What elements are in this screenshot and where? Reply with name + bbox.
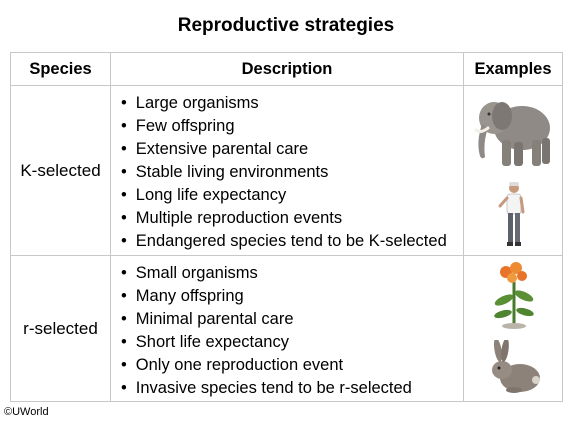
description-cell bbox=[111, 86, 464, 256]
description-list bbox=[111, 256, 463, 400]
header-examples: Examples bbox=[464, 53, 563, 86]
human-icon bbox=[494, 182, 534, 248]
table-row-r-selected bbox=[11, 256, 563, 402]
table-row-k-selected bbox=[11, 86, 563, 256]
list-item: • Only one reproduction event bbox=[121, 354, 463, 377]
copyright-notice: ©UWorld bbox=[4, 406, 49, 418]
list-item: • Invasive species tend to be r-selected bbox=[121, 377, 463, 400]
header-species: Species bbox=[11, 53, 111, 86]
page-title: Reproductive strategies bbox=[177, 15, 395, 36]
list-item: • Extensive parental care bbox=[121, 138, 463, 161]
list-item: • Large organisms bbox=[121, 92, 463, 115]
list-item: • Endangered species tend to be K-selected bbox=[121, 230, 463, 253]
list-item: • Short life expectancy bbox=[121, 331, 463, 354]
examples-cell bbox=[464, 256, 563, 402]
table-header-row bbox=[11, 53, 563, 86]
list-item: • Long life expectancy bbox=[121, 184, 463, 207]
list-item: • Many offspring bbox=[121, 285, 463, 308]
description-list bbox=[111, 86, 463, 253]
list-item: • Multiple reproduction events bbox=[121, 207, 463, 230]
list-item: • Stable living environments bbox=[121, 161, 463, 184]
rabbit-icon bbox=[484, 340, 544, 396]
species-cell: K-selected bbox=[11, 86, 111, 256]
species-cell: r-selected bbox=[11, 256, 111, 402]
list-item: • Minimal parental care bbox=[121, 308, 463, 331]
examples-cell bbox=[464, 86, 563, 256]
list-item: • Few offspring bbox=[121, 115, 463, 138]
header-description: Description bbox=[111, 53, 464, 86]
flower-icon bbox=[490, 262, 538, 332]
strategies-table bbox=[10, 52, 563, 402]
description-cell bbox=[111, 256, 464, 402]
list-item: • Small organisms bbox=[121, 262, 463, 285]
elephant-icon bbox=[472, 94, 556, 170]
